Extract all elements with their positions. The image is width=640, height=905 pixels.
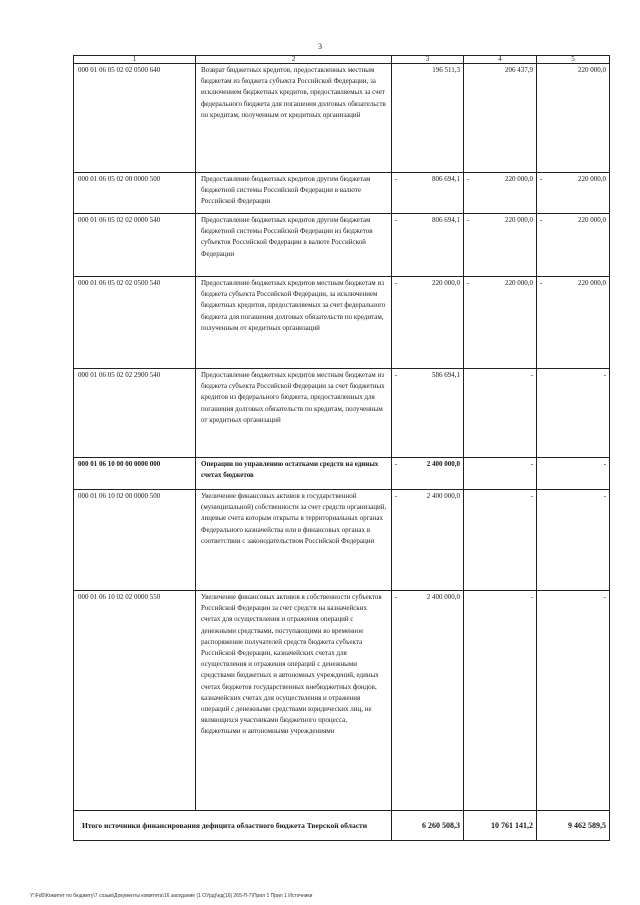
amount: 196 511,3 [432, 66, 460, 74]
amount: - [603, 492, 606, 500]
amount: - [603, 593, 606, 601]
value-col4 [464, 369, 537, 458]
column-number: 4 [464, 56, 537, 64]
sign: - [540, 279, 543, 287]
table-row [74, 64, 610, 173]
row-description: Предоставление бюджетных кредитов местным бюджетам из бюджета субъекта Российской Федерации за счет бюджетных кредитов из федерального бюджета, предоставленных для погашения долговых обязательств по кредитам, полученным от кредитных организаций [196, 369, 392, 458]
value-col3 [392, 64, 464, 173]
file-path-footer: Y:\Fd0\Комитет по бюджету\7 созыв\Документы комитета\16 заседание (1 ОУрд)\ед(16) 265-П-7\Прил 1 Прил 1 Источники [30, 893, 313, 899]
table-row [74, 277, 610, 369]
row-description: Предоставление бюджетных кредитов местным бюджетам из бюджета субъекта Российской Федерации, за исключением бюджетных кредитов, предоставляемых за счет федерального бюджета для погашения долговых обязательств по кредитам, полученным от кредитных организаций [196, 277, 392, 369]
value-col3 [392, 214, 464, 277]
amount: 220 000,0 [505, 175, 533, 183]
row-description: Предоставление бюджетных кредитов другим бюджетам бюджетной системы Российской Федерации из бюджетов субъектов Российской Федерации в валюте Российской Федерации [196, 214, 392, 277]
column-number: 2 [196, 56, 392, 64]
table-row [74, 490, 610, 591]
total-col4: 10 761 141,2 [464, 811, 537, 841]
row-description: Операции по управлению остатками средств на единых счетах бюджетов [196, 458, 392, 490]
amount: 806 694,1 [432, 175, 460, 183]
value-col4 [464, 458, 537, 490]
amount: 220 000,0 [505, 279, 533, 287]
total-col3: 6 260 508,3 [392, 811, 464, 841]
page-number: 3 [318, 42, 322, 51]
value-col3 [392, 369, 464, 458]
sign: - [395, 460, 398, 468]
column-number: 3 [392, 56, 464, 64]
value-col5 [537, 173, 610, 214]
sign: - [395, 279, 398, 287]
amount: 2 400 000,0 [426, 593, 460, 601]
sign: - [467, 175, 470, 183]
value-col3 [392, 490, 464, 591]
amount: - [603, 460, 606, 468]
amount: 220 000,0 [505, 216, 533, 224]
value-col4 [464, 277, 537, 369]
value-col4 [464, 64, 537, 173]
value-col3 [392, 173, 464, 214]
value-col4 [464, 490, 537, 591]
budget-code: 000 01 06 10 00 00 0000 000 [74, 458, 196, 490]
amount: 586 694,1 [432, 371, 460, 379]
sign: - [395, 175, 398, 183]
total-row [74, 811, 610, 841]
budget-code: 000 01 06 10 02 02 0000 550 [74, 591, 196, 811]
row-description: Увеличение финансовых активов в собственности субъектов Российской Федерации за счет средств на казначейских счетах для осуществления и отражения операций с денежными средствами, поступающими во временное распоряжение получателей средств бюджета субъекта Российской Федерации, казначейских счетах для осуществления и отражения операций с денежными средствами бюджетных и автономных учреждений, единых счетах бюджетов государственных внебюджетных фондов, казначейских счетах для осуществления и отражения операций с денежными средствами юридических лиц, не являющихся участниками бюджетного процесса, бюджетными и автономными учреждениями [196, 591, 392, 811]
amount: 220 000,0 [578, 279, 606, 287]
sign: - [467, 279, 470, 287]
value-col3 [392, 458, 464, 490]
value-col4 [464, 173, 537, 214]
amount: 220 000,0 [578, 216, 606, 224]
budget-code: 000 01 06 05 02 02 2900 540 [74, 369, 196, 458]
table-row [74, 214, 610, 277]
value-col3 [392, 277, 464, 369]
budget-code: 000 01 06 05 02 02 0500 540 [74, 277, 196, 369]
sources-table [73, 55, 610, 841]
amount: - [603, 371, 606, 379]
budget-code: 000 01 06 05 02 00 0000 500 [74, 173, 196, 214]
amount: 220 000,0 [578, 175, 606, 183]
amount: 206 437,9 [505, 66, 533, 74]
value-col5 [537, 458, 610, 490]
budget-code: 000 01 06 10 02 00 0000 500 [74, 490, 196, 591]
value-col5 [537, 490, 610, 591]
table-row [74, 369, 610, 458]
budget-code: 000 01 06 05 02 02 0500 640 [74, 64, 196, 173]
amount: 220 000,0 [578, 66, 606, 74]
value-col5 [537, 214, 610, 277]
amount: - [530, 593, 533, 601]
row-description: Увеличение финансовых активов в государственной (муниципальной) собственности за счет средств организаций, лицевые счета которым открыты в территориальных органах Федерального казначейства или в финансовых органах в соответствии с законодательством Российской Федерации [196, 490, 392, 591]
value-col5 [537, 591, 610, 811]
amount: - [530, 492, 533, 500]
amount: 806 694,1 [432, 216, 460, 224]
sign: - [395, 593, 398, 601]
amount: 2 400 000,0 [426, 460, 460, 468]
sign: - [540, 175, 543, 183]
sign: - [395, 216, 398, 224]
column-number: 5 [537, 56, 610, 64]
table-row [74, 591, 610, 811]
sign: - [540, 216, 543, 224]
column-numbers-row [74, 56, 610, 64]
amount: - [530, 371, 533, 379]
total-label: Итого источники финансирования дефицита областного бюджета Тверской области [74, 811, 392, 841]
table-row [74, 458, 610, 490]
value-col3 [392, 591, 464, 811]
amount: 2 400 000,0 [426, 492, 460, 500]
row-description: Предоставление бюджетных кредитов другим бюджетам бюджетной системы Российской Федерации в валюте Российской Федерации [196, 173, 392, 214]
budget-code: 000 01 06 05 02 02 0000 540 [74, 214, 196, 277]
sign: - [395, 371, 398, 379]
value-col4 [464, 591, 537, 811]
value-col5 [537, 277, 610, 369]
table-row [74, 173, 610, 214]
value-col5 [537, 64, 610, 173]
row-description: Возврат бюджетных кредитов, предоставленных местным бюджетам из бюджета субъекта Российской Федерации, за исключением бюджетных кредитов, предоставляемых за счет федерального бюджета для погашения долговых обязательств по кредитам, полученным от кредитных организаций [196, 64, 392, 173]
value-col5 [537, 369, 610, 458]
sign: - [467, 216, 470, 224]
sign: - [395, 492, 398, 500]
total-col5: 9 462 589,5 [537, 811, 610, 841]
column-number: 1 [74, 56, 196, 64]
amount: 220 000,0 [432, 279, 460, 287]
amount: - [530, 460, 533, 468]
value-col4 [464, 214, 537, 277]
